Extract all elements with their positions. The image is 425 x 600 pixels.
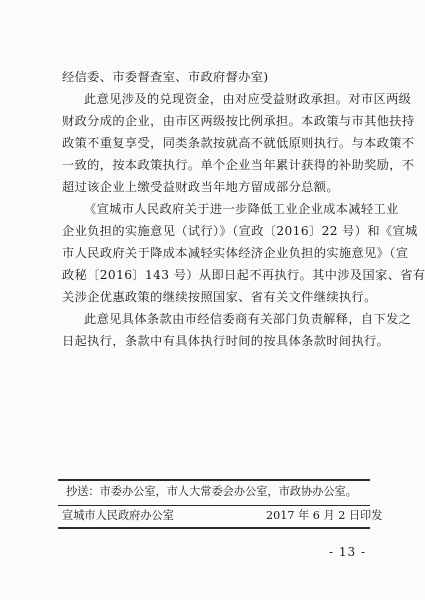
cc-label: 抄送： [66,485,100,498]
paragraph-line: 企业负担的实施意见（试行）》（宣政〔2016〕22 号）和《宣城 [62,224,418,238]
paragraph-line: 经信委、市委督查室、市政府督办室) [62,70,269,84]
cc-line [66,484,357,500]
page-number: - 13 - [328,545,366,559]
paragraph-line: 此意见涉及的兑现资金，由对应受益财政承担。对市区两级 [84,92,412,106]
paragraph-line: 《宣城市人民政府关于进一步降低工业企业成本减轻工业 [84,202,399,216]
cc-recipients: 市委办公室，市人大常委会办公室，市政协办公室。 [99,485,357,498]
paragraph-line: 一致的，按本政策执行。单个企业当年累计获得的补助奖励，不 [62,158,415,172]
footer-middle-rule [58,505,370,506]
paragraph-line: 财政分成的企业，由市区两级按比例承担。本政策与市其他扶持 [62,114,415,128]
footer-bottom-rule [58,527,370,529]
paragraph-line: 此意见具体条款由市经信委商有关部门负责解释，自下发之 [84,312,412,326]
issuer: 宣城市人民政府办公室 [62,509,174,522]
paragraph-line: 日起执行，条款中有具体执行时间的按具体条款时间执行。 [62,334,390,348]
paragraph-line: 超过该企业上缴受益财政当年地方留成部分总额。 [62,180,339,194]
paragraph-line: 关涉企优惠政策的继续按照国家、省有关文件继续执行。 [62,290,377,304]
paragraph-line: 市人民政府关于降成本减轻实体经济企业负担的实施意见》（宣 [62,246,409,260]
paragraph-line: 政策不重复享受，同类条款按就高不就低原则执行。与本政策不 [62,136,415,150]
paragraph-line: 政秘〔2016〕143 号）从即日起不再执行。其中涉及国家、省有 [62,268,425,282]
footer-top-rule [58,479,370,481]
issue-date: 2017 年 6 月 2 日印发 [266,509,383,522]
